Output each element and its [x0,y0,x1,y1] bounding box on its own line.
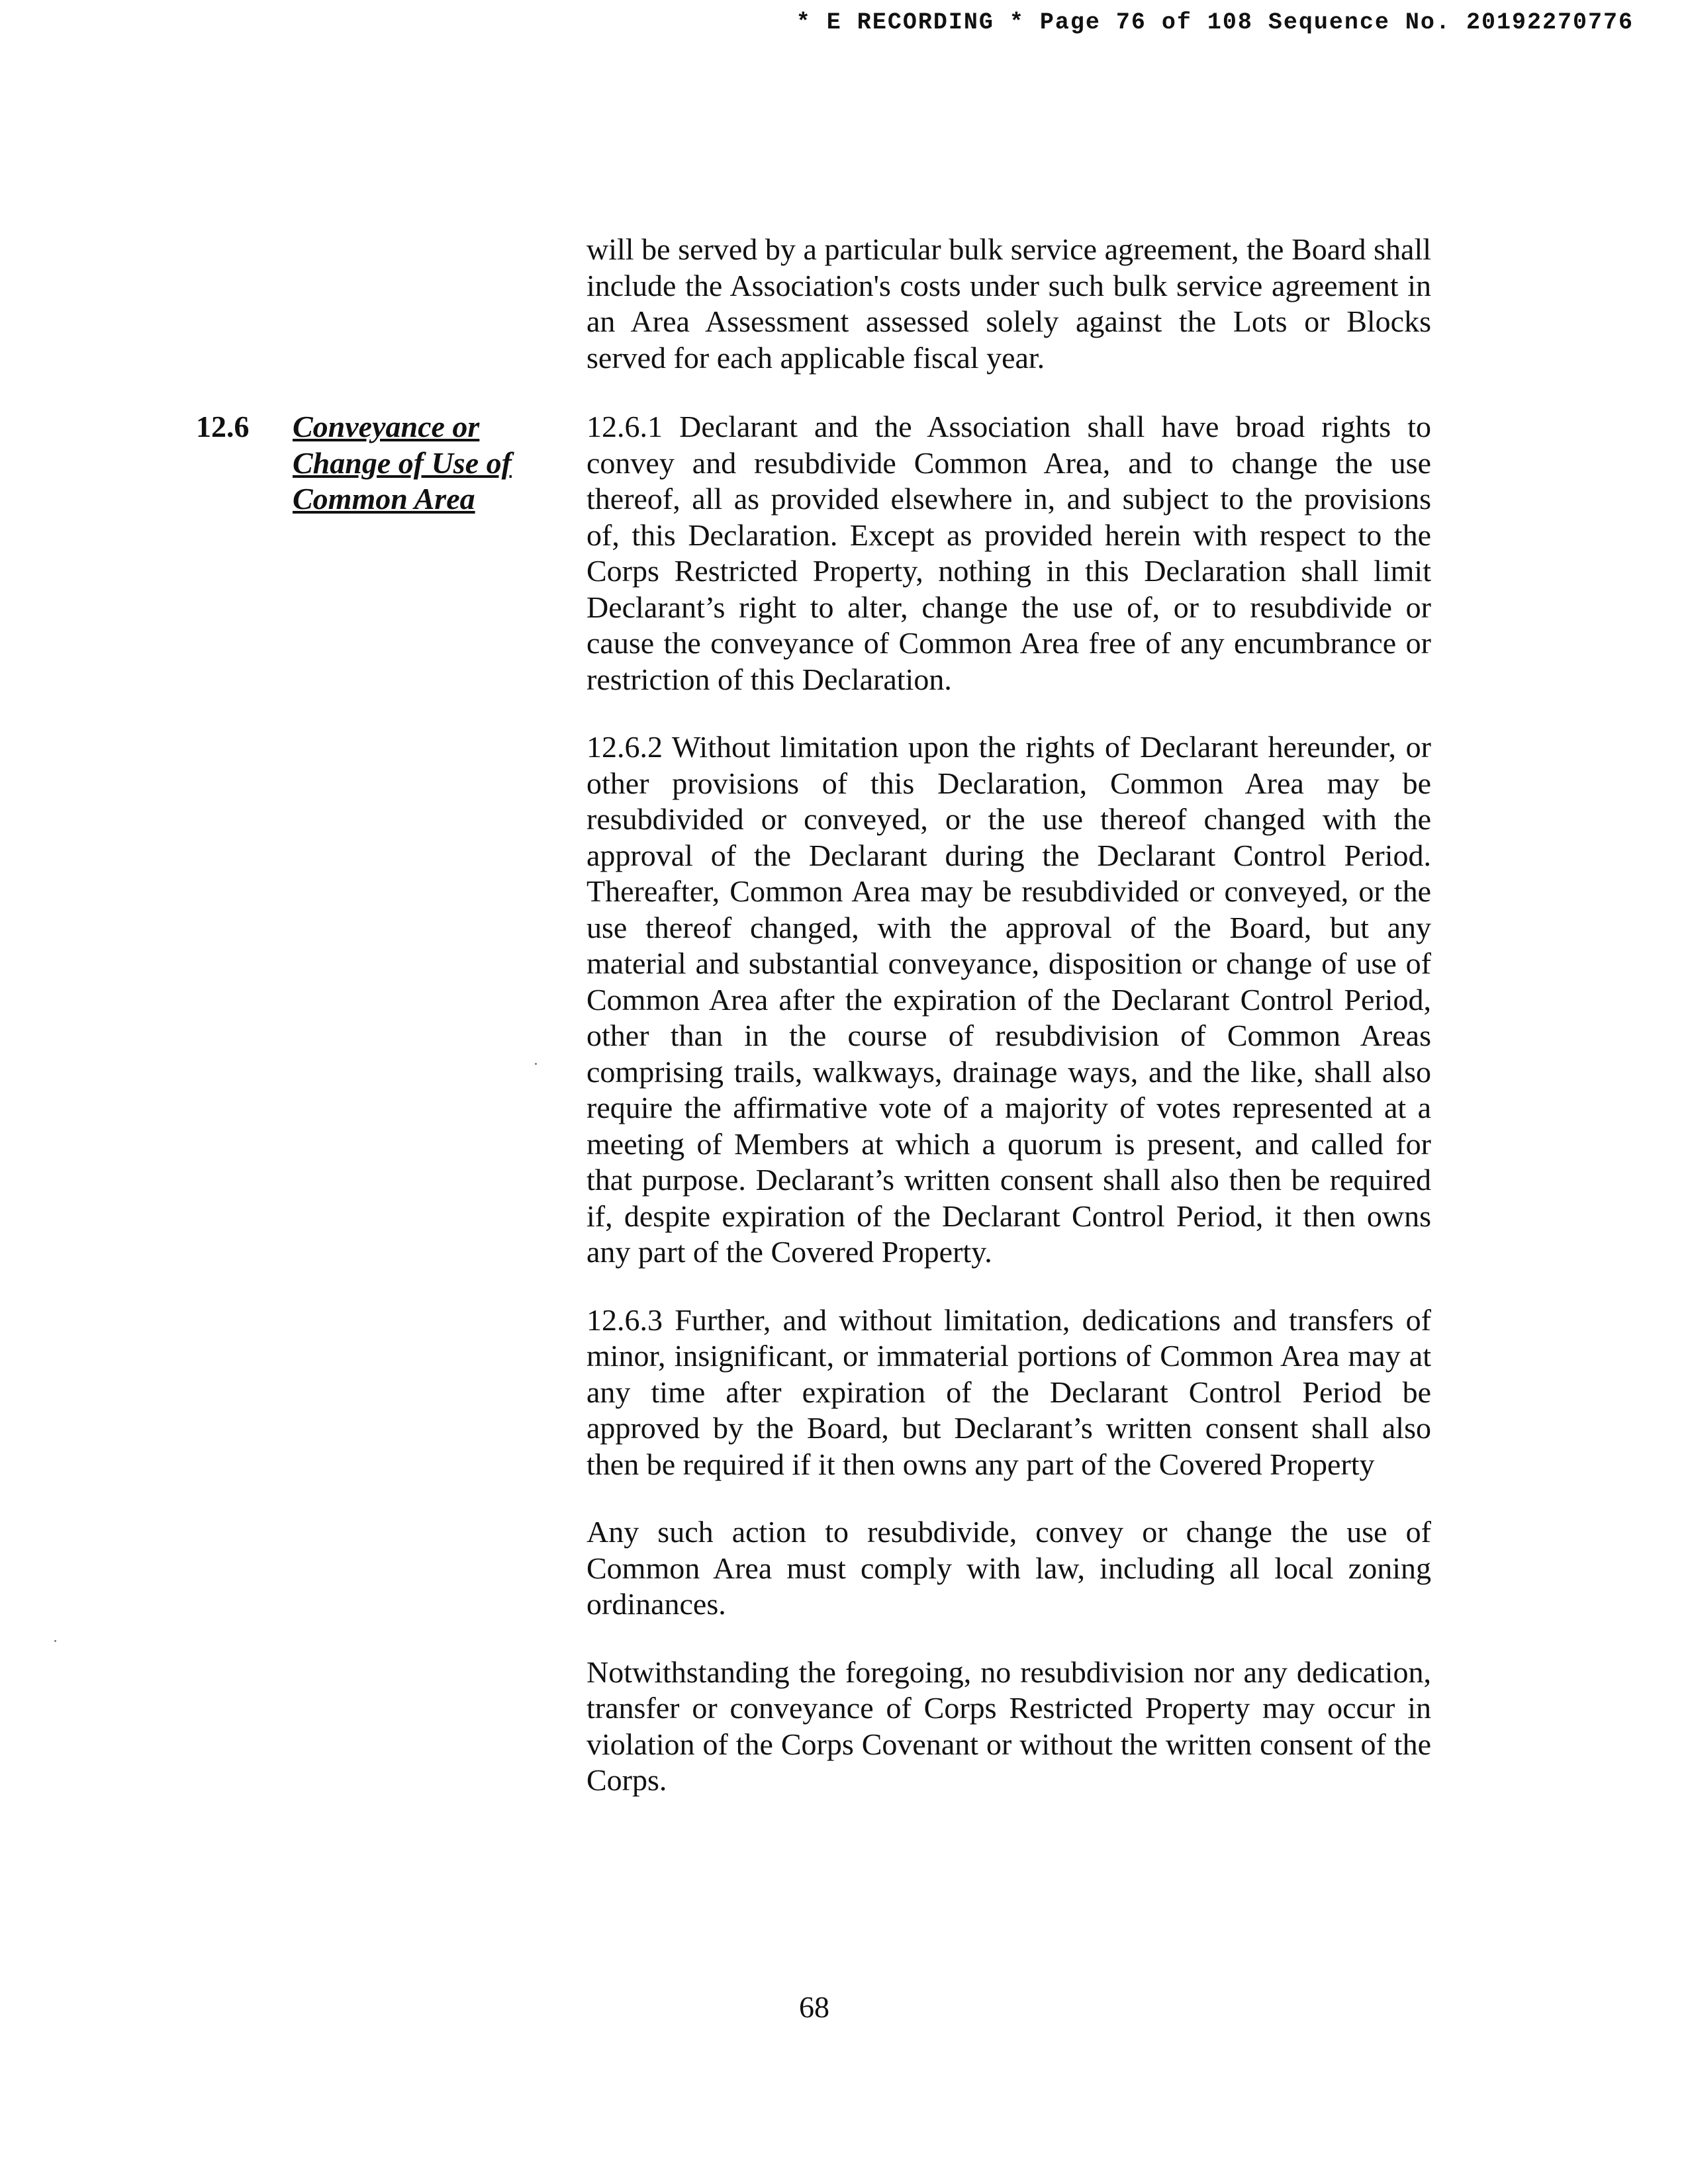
recording-stamp: * E RECORDING * Page 76 of 108 Sequence No. 20192270776 [796,9,1634,36]
paragraph-corps: Notwithstanding the foregoing, no resubdivision nor any dedication, transfer or conveyance of Corps Restricted Property may occur in violation of the Corps Covenant or without the written consent of the Corps. [586,1655,1431,1797]
continuation-paragraph: will be served by a particular bulk service agreement, the Board shall include the Association's costs under such bulk service agreement in an Area Assessment assessed solely against the Lots or Blocks served for each applicable fiscal year. [586,232,1431,375]
section-heading-line: Conveyance or [293,410,480,443]
section-number: 12.6 [196,410,250,443]
scan-speck [54,1640,56,1642]
paragraph-12-6-1: 12.6.1 Declarant and the Association shall have broad rights to convey and resubdivide Common Area, and to change the use thereof, all as provided elsewhere in, and subject to the provisions of, this Declaration. Except as provided herein with respect to the Corps Restricted Property, nothing in this Declaration shall limit Declarant’s right to alter, change the use of, or to resubdivide or cause the conveyance of Common Area free of any encumbrance or restriction of this Declaration. [586,410,1431,696]
paragraph-12-6-2: 12.6.2 Without limitation upon the rights of Declarant hereunder, or other provisions of this Declaration, Common Area may be resubdivided or conveyed, or the use thereof changed with the approval of the Declarant during the Declarant Control Period. Thereafter, Common Area may be resubdivided or conveyed, or the use thereof changed, with the approval of the Board, but any material and substantial conveyance, disposition or change of use of Common Area after the expiration of the Declarant Control Period, other than in the course of resubdivision of Common Areas comprising trails, walkways, drainage ways, and the like, shall also require the affirmative vote of a majority of votes represented at a meeting of Members at which a quorum is present, and called for that purpose. Declarant’s written consent shall also then be required if, despite expiration of the Declarant Control Period, it then owns any part of the Covered Property. [586,730,1431,1269]
continuation-block [586,232,1431,408]
section-heading-line: Common Area [293,482,475,516]
paragraph-zoning: Any such action to resubdivide, convey or change the use of Common Area must comply with law, including all local zoning ordinances. [586,1515,1431,1621]
paragraph-12-6-3: 12.6.3 Further, and without limitation, dedications and transfers of minor, insignificant, or immaterial portions of Common Area may at any time after expiration of the Declarant Control Period be approved by the Board, but Declarant’s written consent shall also then be required if it then owns any part of the Covered Property [586,1302,1431,1481]
section-heading-line: Change of Use of [293,445,512,480]
page-number: 68 [799,1990,829,2024]
section-heading [293,409,544,518]
section-body [586,409,1431,1831]
scan-speck [535,1063,537,1065]
